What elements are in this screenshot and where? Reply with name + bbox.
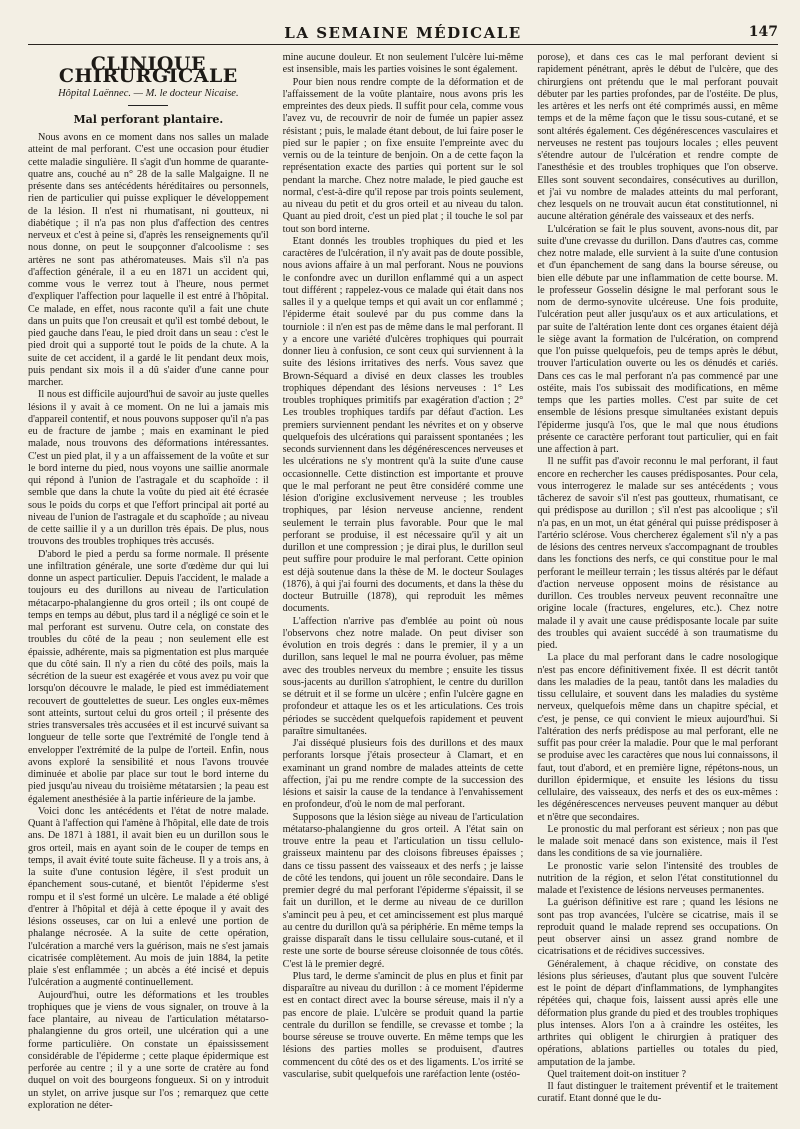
article-title: Mal perforant plantaire. [73,112,224,126]
paragraph: Il ne suffit pas d'avoir reconnu le mal perforant, il faut encore en rechercher les causes prédisposantes. Pour cela, vous interrogerez le malade sur ses antécédents ; vous tâcherez de savoir s'il n'est pas goutteux, rhumatisant, ce qui prédispose au durillon ; s'il n'est pas alcoolique ; s'il n'a pas, en un mot, un état général qui puisse prédisposer à l'artério sclérose. Vous chercherez également s'il n'y a pas de lésions des centres nerveux s'accompagnant de troubles dans les fonctions des nerfs, ce qui constitue pour le mal perforant le meilleur terrain ; les tissus altérés par le défaut d'action nerveuse opposent moins de résistance au durillon. Ces troubles nerveux peuvent reconnaître une origine locale (fractures, engelures, etc.). Chez notre malade il y avait une cause prédisposante locale par suite des troubles qui avaient succédé à son traumatisme du pied. [537,456,779,651]
running-header [28,22,778,45]
paragraph: Pour bien nous rendre compte de la déformation et de l'affaissement de la voûte plantaire, nous avons pris les empreintes des deux pieds. Il suffit pour cela, comme vous l'avez vu, de recouvrir de noir de fumée un papier assez résistant ; puis, le malade étant debout, de lui faire poser le pied sur le papier ; on fixe ensuite l'empreinte avec du vernis ou de la teinture de benjoin. On a de cette façon la représentation exacte des parties qui portent sur le sol pendant la marche. Chez notre malade, le pied gauche est normal, c'est-à-dire qu'il repose par trois points seulement, au niveau du petit et du gros orteil et au niveau du talon. Quant au pied droit, c'est un pied plat ; il touche le sol par tout son bord interne. [282,76,524,235]
paragraph: Le pronostic varie selon l'intensité des troubles de nutrition de la région, et selon l'état constitutionnel du malade et l'existence de lésions nerveuses permanentes. [537,860,779,896]
paragraph: D'abord le pied a perdu sa forme normale. Il présente une infiltration générale, une sorte d'œdème dur qui lui donne un aspect particulier. Depuis l'accident, le malade a toujours eu des durillons au niveau de l'articulation métacarpo-phalangienne du gros orteil ; ils ont coupé de temps en temps au début, plus tard il a négligé ce soin et le mal perforant est survenu. Outre cela, on constate des troubles du côté de la peau ; non seulement elle est épaissie, adhérente, mais sa pigmentation est plus marquée que du côté sain. Il n'y a rien du côté des poils, mais la sécrétion de la sueur est exagérée et vous avez pu voir que lorsqu'on découvre le malade, le pied est immédiatement recouvert de gouttelettes de sueur. Les ongles eux-mêmes sont atteints, surtout celui du gros orteil ; il présente des stries transversales très accusées et il est incurvé suivant sa longueur de telle sorte que l'extrémité de l'ongle tend à envelopper l'extrémité de la pulpe de l'orteil. Enfin, nous avons exploré la sensibilité et nous l'avons trouvée diminuée et abolie par place sur tout le bord interne du pied jusqu'au niveau du troisième métatarsien ; la peau est également anesthésiée à la partie inférieure de la jambe. [28,548,269,805]
paragraph: mine aucune douleur. Et non seulement l'ulcère lui-même est insensible, mais les parties voisines le sont également. [282,52,524,76]
paragraph: porose), et dans ces cas le mal perforant devient si rapidement pénétrant, après le début de l'ulcère, que des chirurgiens ont prétendu que le mal perforant pouvait débuter par les parties profondes, par de l'ostéite. De plus, les artères et les nerfs ont été comprimés aussi, en même temps et de la même façon que le tissu sous-cutané, et se sont altérés également. Ces dégénérescences vasculaires et nerveuses ne restent pas toujours locales ; elles peuvent s'étendre autour de l'ulcération et rendre compte de l'anesthésie et des troubles trophiques que l'on observe. Elles sont souvent secondaires, consécutives au durillon, et j'ai vu nombre de malades atteints du mal perforant, chez lesquels on ne trouvait aucun état constitutionnel, ni aucune altération générale des vaisseaux et des nerfs. [537,52,779,223]
paragraph: Le pronostic du mal perforant est sérieux ; non pas que le malade soit menacé dans son existence, mais il l'est dans les conditions de sa vie journalière. [537,823,779,860]
column-1 [28,52,269,1123]
text-columns [28,52,778,1123]
paragraph: Voici donc les antécédents et l'état de notre malade. Quant à l'affection qui l'amène à l'hôpital, elle date de trois ans. De 1871 à 1881, il avait bien eu un durillon sous le gros orteil, mais en ayant soin de le couper de temps en temps, il avait évité toute suite fâcheuse. Il y a trois ans, à la suite d'une contusion légère, il s'est produit un épanchement sous-cutané, et bientôt l'épiderme s'est rompu et il s'est formé un ulcère. Le malade a été obligé d'entrer à l'hôpital et déjà à cette époque il y avait des lésions osseuses, car on lui a enlevé une portion de phalange nécrosée. A la suite de cette opération, l'ulcération a marché vers la guérison, mais ne s'est jamais cicatrisée complètement. Au mois de juin 1884, la petite plaie s'est enflammée ; un abcès a été incisé et depuis l'ulcération a augmenté continuellement. [28,805,269,989]
page-number: 147 [748,24,778,40]
paragraph: La place du mal perforant dans le cadre nosologique n'est pas encore définitivement fixée. Il est décrit tantôt dans les maladies de la peau, tantôt dans les maladies du tissu cellulaire, et souvent dans les maladies du système nerveux, quelquefois même dans un chapitre spécial, et c'est, je pense, ce qui convient le mieux aujourd'hui. Si l'altération des nerfs prédispose au mal perforant, elle ne suffit pas pour créer la maladie. Pour que le mal perforant se produise avec les caractères que nous lui connaissons, il faut, tout d'abord, et en première ligne, répétons-nous, un durillon épidermique, et ensuite les lésions du tissu cellulaire, des vaisseaux, des nerfs et des os eux-mêmes : les dégénérescences nerveuses peuvent manquer au début et n'être que secondaires. [537,652,779,823]
paragraph: Supposons que la lésion siège au niveau de l'articulation métatarso-phalangienne du gros orteil. A l'état sain on trouve entre la peau et l'articulation un tissu cellulo-graisseux maintenu par des cloisons fibreuses épaisses ; dans ce tissu passent des vaisseaux et des nerfs ; je laisse de côté les tendons, qui jouent un rôle secondaire. Dans le premier degré du mal perforant l'épiderme s'épaissit, il se fait un durillon, et le derme au niveau de ce durillon s'amincit peu à peu, et cet amincissement est plus marqué au centre du durillon qu'à sa périphérie. En même temps la graisse disparaît dans le tissu cellulaire sous-cutané, et il reste une sorte de bourse séreuse cloisonnée de tous côtés. C'est là le premier degré. [282,811,524,970]
paragraph: L'ulcération se fait le plus souvent, avons-nous dit, par suite d'une crevasse du durillon. Dans d'autres cas, comme chez notre malade, elle survient à la suite d'une contusion et d'un épanchement de sang dans la bourse séreuse, ou bien elle débute par une inflammation de cette bourse. M. le professeur Gosselin désigne le mal perforant sous le nom de dermo-synovite ulcéreuse. Une fois produite, l'ulcération peut aller jusqu'aux os et aux articulations, et par suite de l'altération lente dont ces organes étaient déjà le siège avant la formation de l'ulcération, on comprend que l'on puisse quelquefois, peu de temps après le début, trouver l'articulation ouverte ou les os dénudés et cariés. Dans ces cas le mal perforant n'a pas commencé par une ostéite, mais l'os subissait des modifications, en même temps que les parties molles. C'est par suite de cet ensemble de lésions presque simultanées existant depuis l'épiderme jusqu'à l'os, que le mal que nous étudions présente ce caractère perforant tout particulier, qui en fait une affection à part. [537,223,779,455]
paragraph: Il faut distinguer le traitement préventif et le traitement curatif. Etant donné que le du- [537,1081,779,1105]
paragraph: Généralement, à chaque récidive, on constate des lésions plus sérieuses, d'autant plus que souvent l'ulcère est le point de départ d'inflammations, de lymphangites répétées qui, chaque fois, laissent aussi après elle une déformation plus grande du pied et des troubles trophiques plus intenses. Alors l'on a à craindre les ostéites, les arthrites qui obligent le chirurgien à pratiquer des opérations, ablations partielles ou totales du pied, amputation de la jambe. [537,958,779,1068]
section-title: CLINIQUE CHIRURGICALE [58,53,238,88]
paragraph: Il nous est difficile aujourd'hui de savoir au juste quelles lésions il y avait à ce moment. On ne lui a jamais mis d'appareil contentif, et nous pouvons supposer qu'il n'a pas eu de fracture de jambe ; mais en examinant le pied malade, nous trouvons des déformations intéressantes. C'est un pied plat, il y a un affaissement de la voûte et sur le bord interne du pied, nous voyons une saillie anormale qui répond à l'union de l'astragale et du scaphoïde : il semble que dans la chute la voûte du pied ait été écrasée sous le poids du corps et que l'effort principal ait porté au niveau de l'union de l'astragale et du scaphoïde ; au niveau de cette saillie il y a un durillon très épais. De plus, nous trouvons des troubles trophiques très accusés. [28,389,269,548]
paragraph: Quel traitement doit-on instituer ? [547,1068,686,1080]
paragraph: La guérison définitive est rare ; quand les lésions ne sont pas trop avancées, l'ulcère se cicatrise, mais il se reproduit quand le malade reprend ses occupations. On peut observer ainsi un assez grand nombre de cicatrisations et de récidives successives. [537,897,779,958]
hospital-byline: Hôpital Laënnec. — M. le docteur Nicaise. [58,87,239,99]
divider-rule [128,105,168,106]
paragraph: L'affection n'arrive pas d'emblée au point où nous l'observons chez notre malade. On peut diviser son évolution en trois degrés : dans le premier, il y a un durillon, sans lequel le mal ne pourra évoluer, pas même avec des troubles nerveux du membre ; ensuite les tissus sous-jacents au durillon s'atrophient, le centre du durillon se détruit et il se forme un ulcère ; enfin l'ulcère gagne en profondeur et attaque les os et les articulations. Ces trois périodes se succèdent quelquefois rapidement et peuvent paraître simultanées. [282,615,524,737]
paragraph: J'ai disséqué plusieurs fois des durillons et des maux perforants lorsque j'étais prosecteur à Clamart, et en examinant un grand nombre de malades atteints de cette affection, j'ai pu me rendre compte de la succession des lésions et saisir la cause de la tendance à l'envahissement en profondeur, d'où le nom de mal perforant. [282,738,524,811]
journal-title: LA SEMAINE MÉDICALE [284,24,522,42]
column-3 [537,52,778,1123]
column-2 [283,52,524,1123]
paragraph: Nous avons en ce moment dans nos salles un malade atteint de mal perforant. C'est une occasion pour étudier cette maladie singulière. Il s'agit d'un homme de quarante-quatre ans, couché au n° 28 de la salle Malgaigne. Il ne présente dans ses antécédents héréditaires ou personnels, rien de particulier qui puisse expliquer le développement de la lésion. Il n'est ni rhumatisant, ni goutteux, ni diabétique ; il n'a pas non plus d'affection des centres nerveux et c'est à peine si, d'après les renseignements qu'il nous donne, on peut le soupçonner d'alcoolisme : ses artères ne sont pas athéromateuses. Mais s'il n'a pas d'affection générale, il a eu en 1871 un accident qui, comme vous le verrez tout à l'heure, nous permet d'expliquer l'affection pour laquelle il est entré à l'hôpital. Ce malade, en effet, nous raconte qu'il a fait une chute dans un puits que l'on creusait et qu'il est tombé debout, le pied gauche dans l'eau, le pied droit dans un seau : c'est le pied droit qui a supporté tout le poids de la chute. A la suite de cet accident, il a gardé le lit pendant deux mois, puis pendant six mois il a dû s'aider d'une canne pour marcher. [28,132,269,388]
paragraph: Etant donnés les troubles trophiques du pied et les caractères de l'ulcération, il n'y avait pas de doute possible, nous avions affaire à un mal perforant. Nous ne pouvions le confondre avec un durillon enflammé qui a un aspect tout différent ; rappelez-vous ce malade qui était dans nos salles il y a quelque temps et qui avait un cor enflammé ; l'épiderme était soulevé par du pus comme dans la tourniole : il n'en est pas de même dans le mal perforant. Il y a encore une variété d'ulcères trophiques qui pourrait donner lieu à confusion, ce sont ceux qui surviennent à la suite des lésions irritatives des nerfs. Vous savez que Brown-Séquard a divisé en deux classes les troubles trophiques dépendant des lésions nerveuses : 1° Les troubles trophiques primitifs par exagération d'action ; 2° Les troubles trophiques tardifs par défaut d'action. Les premiers surviennent pendant les névrites et on y observe quelquefois des ulcérations qui paraissent spontanées ; les seconds surviennent dans les dégénérescences nerveuses et les ulcérations ne s'y montrent qu'à la suite d'une cause occasionnelle. Cette distinction est importante et prouve que le mal perforant ne peut être considéré comme une lésion d'origine exclusivement nerveuse ; les troubles trophiques, par lésion nerveuse ancienne, rendent seulement le terrain plus favorable. Pour que le mal perforant se produise, il est nécessaire qu'il y ait un durillon et une compression ; je dirai plus, le durillon seul peut suffire pour produire le mal perforant. Cette opinion est déjà soutenue dans la thèse de M. le docteur Soulages (1876), à qui j'ai fourni des documents, et dans la thèse du docteur Butruille (1878), qui reproduit les mêmes documents. [282,235,524,615]
paragraph: Plus tard, le derme s'amincit de plus en plus et finit par disparaître au niveau du durillon : à ce moment l'épiderme est en contact direct avec la bourse séreuse, mais il n'y a pas encore de plaie. L'ulcère se produit quand la partie centrale du durillon se fendille, se crevasse et tombe ; la bourse séreuse se trouve ouverte. En même temps que les lésions des parties molles se produisent, d'autres commencent du côté des os et des ligaments. L'os irrité se vascularise, subit quelquefois une raréfaction lente (ostéo- [282,970,524,1080]
paragraph: Aujourd'hui, outre les déformations et les troubles trophiques que je viens de vous signaler, on trouve à la face plantaire, au niveau de l'articulation métatarso-phalangienne du gros orteil, une ulcération qui a une forme particulière. On constate un épaississement considérable de l'épiderme ; cette plaque épidermique est perforée au centre ; il y a une sorte de cratère au fond duquel on voit des bourgeons fongueux. Si on y introduit un stylet, on arrive jusque sur l'os ; remarquez que cette exploration ne déter- [28,989,269,1111]
